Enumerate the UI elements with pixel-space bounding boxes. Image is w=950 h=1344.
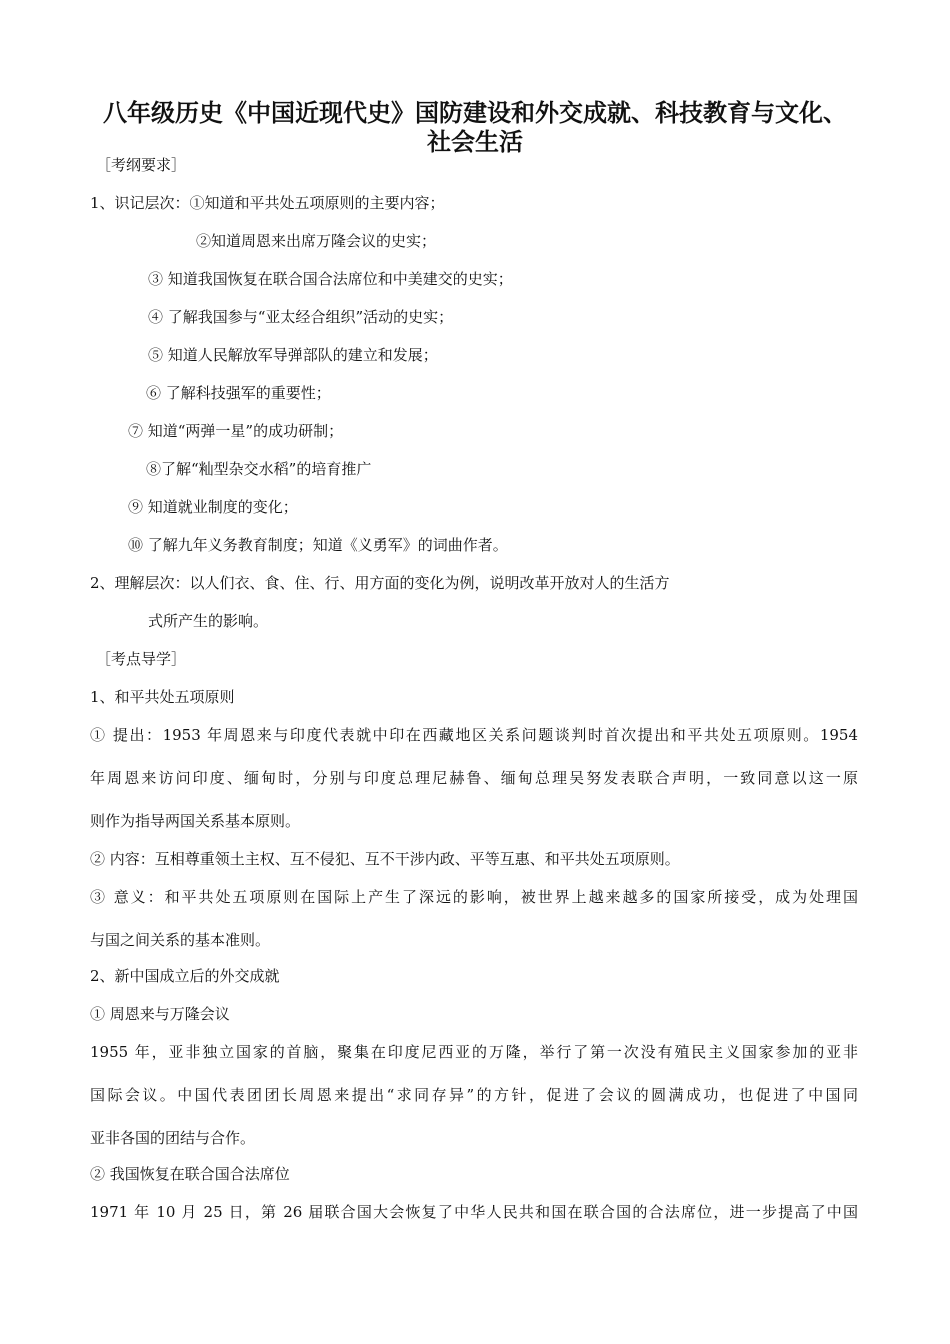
requirement-item: ⑩ 了解九年义务教育制度；知道《义勇军》的词曲作者。 [128,536,508,554]
requirement-level2-line-2: 式所产生的影响。 [148,612,269,630]
paragraph-line: ② 内容：互相尊重领土主权、互不侵犯、互不干涉内政、平等互惠、和平共处五项原则。 [90,850,680,868]
paragraph-line: ③ 意义：和平共处五项原则在国际上产生了深远的影响，被世界上越来越多的国家所接受，成为处理国 [90,888,858,906]
requirement-level1-intro: 1、识记层次：①知道和平共处五项原则的主要内容； [90,194,445,212]
topic-heading-five-principles: 1、和平共处五项原则 [90,688,235,706]
requirement-item: ②知道周恩来出席万隆会议的史实； [196,232,437,250]
subtopic-heading-bandung: ① 周恩来与万隆会议 [90,1005,230,1023]
requirement-item: ③ 知道我国恢复在联合国合法席位和中美建交的史实； [148,270,513,288]
paragraph-line: ① 提出：1953 年周恩来与印度代表就中印在西藏地区关系问题谈判时首次提出和平共处五项原则。1954 [90,726,858,744]
section-heading-guide: ［考点导学］ [96,650,187,668]
paragraph-line: 1955 年，亚非独立国家的首脑，聚集在印度尼西亚的万隆，举行了第一次没有殖民主义国家参加的亚非 [90,1043,858,1061]
section-heading-requirements: ［考纲要求］ [96,156,187,174]
requirement-item: ⑧了解“籼型杂交水稻”的培育推广 [146,460,372,478]
requirement-item: ⑨ 知道就业制度的变化； [128,498,298,516]
paragraph-line: 国际会议。中国代表团团长周恩来提出“求同存异”的方针，促进了会议的圆满成功，也促进了中国同 [90,1086,858,1104]
topic-heading-diplomacy: 2、新中国成立后的外交成就 [90,967,280,985]
requirement-item: ④ 了解我国参与“亚太经合组织”活动的史实； [148,308,454,326]
paragraph-line: 亚非各国的团结与合作。 [90,1129,256,1147]
subtopic-heading-un-seat: ② 我国恢复在联合国合法席位 [90,1165,290,1183]
paragraph-line: 则作为指导两国关系基本原则。 [90,812,301,830]
paragraph-line: 1971 年 10 月 25 日，第 26 届联合国大会恢复了中华人民共和国在联合国的合法席位，进一步提高了中国 [90,1203,858,1221]
paragraph-line: 与国之间关系的基本准则。 [90,931,271,949]
requirement-item: ⑤ 知道人民解放军导弹部队的建立和发展； [148,346,438,364]
requirement-item: ⑥ 了解科技强军的重要性； [146,384,331,402]
requirement-item: ⑦ 知道“两弹一星”的成功研制； [128,422,344,440]
requirement-level2-line-1: 2、理解层次：以人们衣、食、住、行、用方面的变化为例，说明改革开放对人的生活方 [90,574,670,592]
paragraph-line: 年周恩来访问印度、缅甸时，分别与印度总理尼赫鲁、缅甸总理吴努发表联合声明，一致同意以这一原 [90,769,858,787]
document-title-line-1: 八年级历史《中国近现代史》国防建设和外交成就、科技教育与文化、 [103,99,847,127]
document-title-line-2: 社会生活 [427,128,523,156]
